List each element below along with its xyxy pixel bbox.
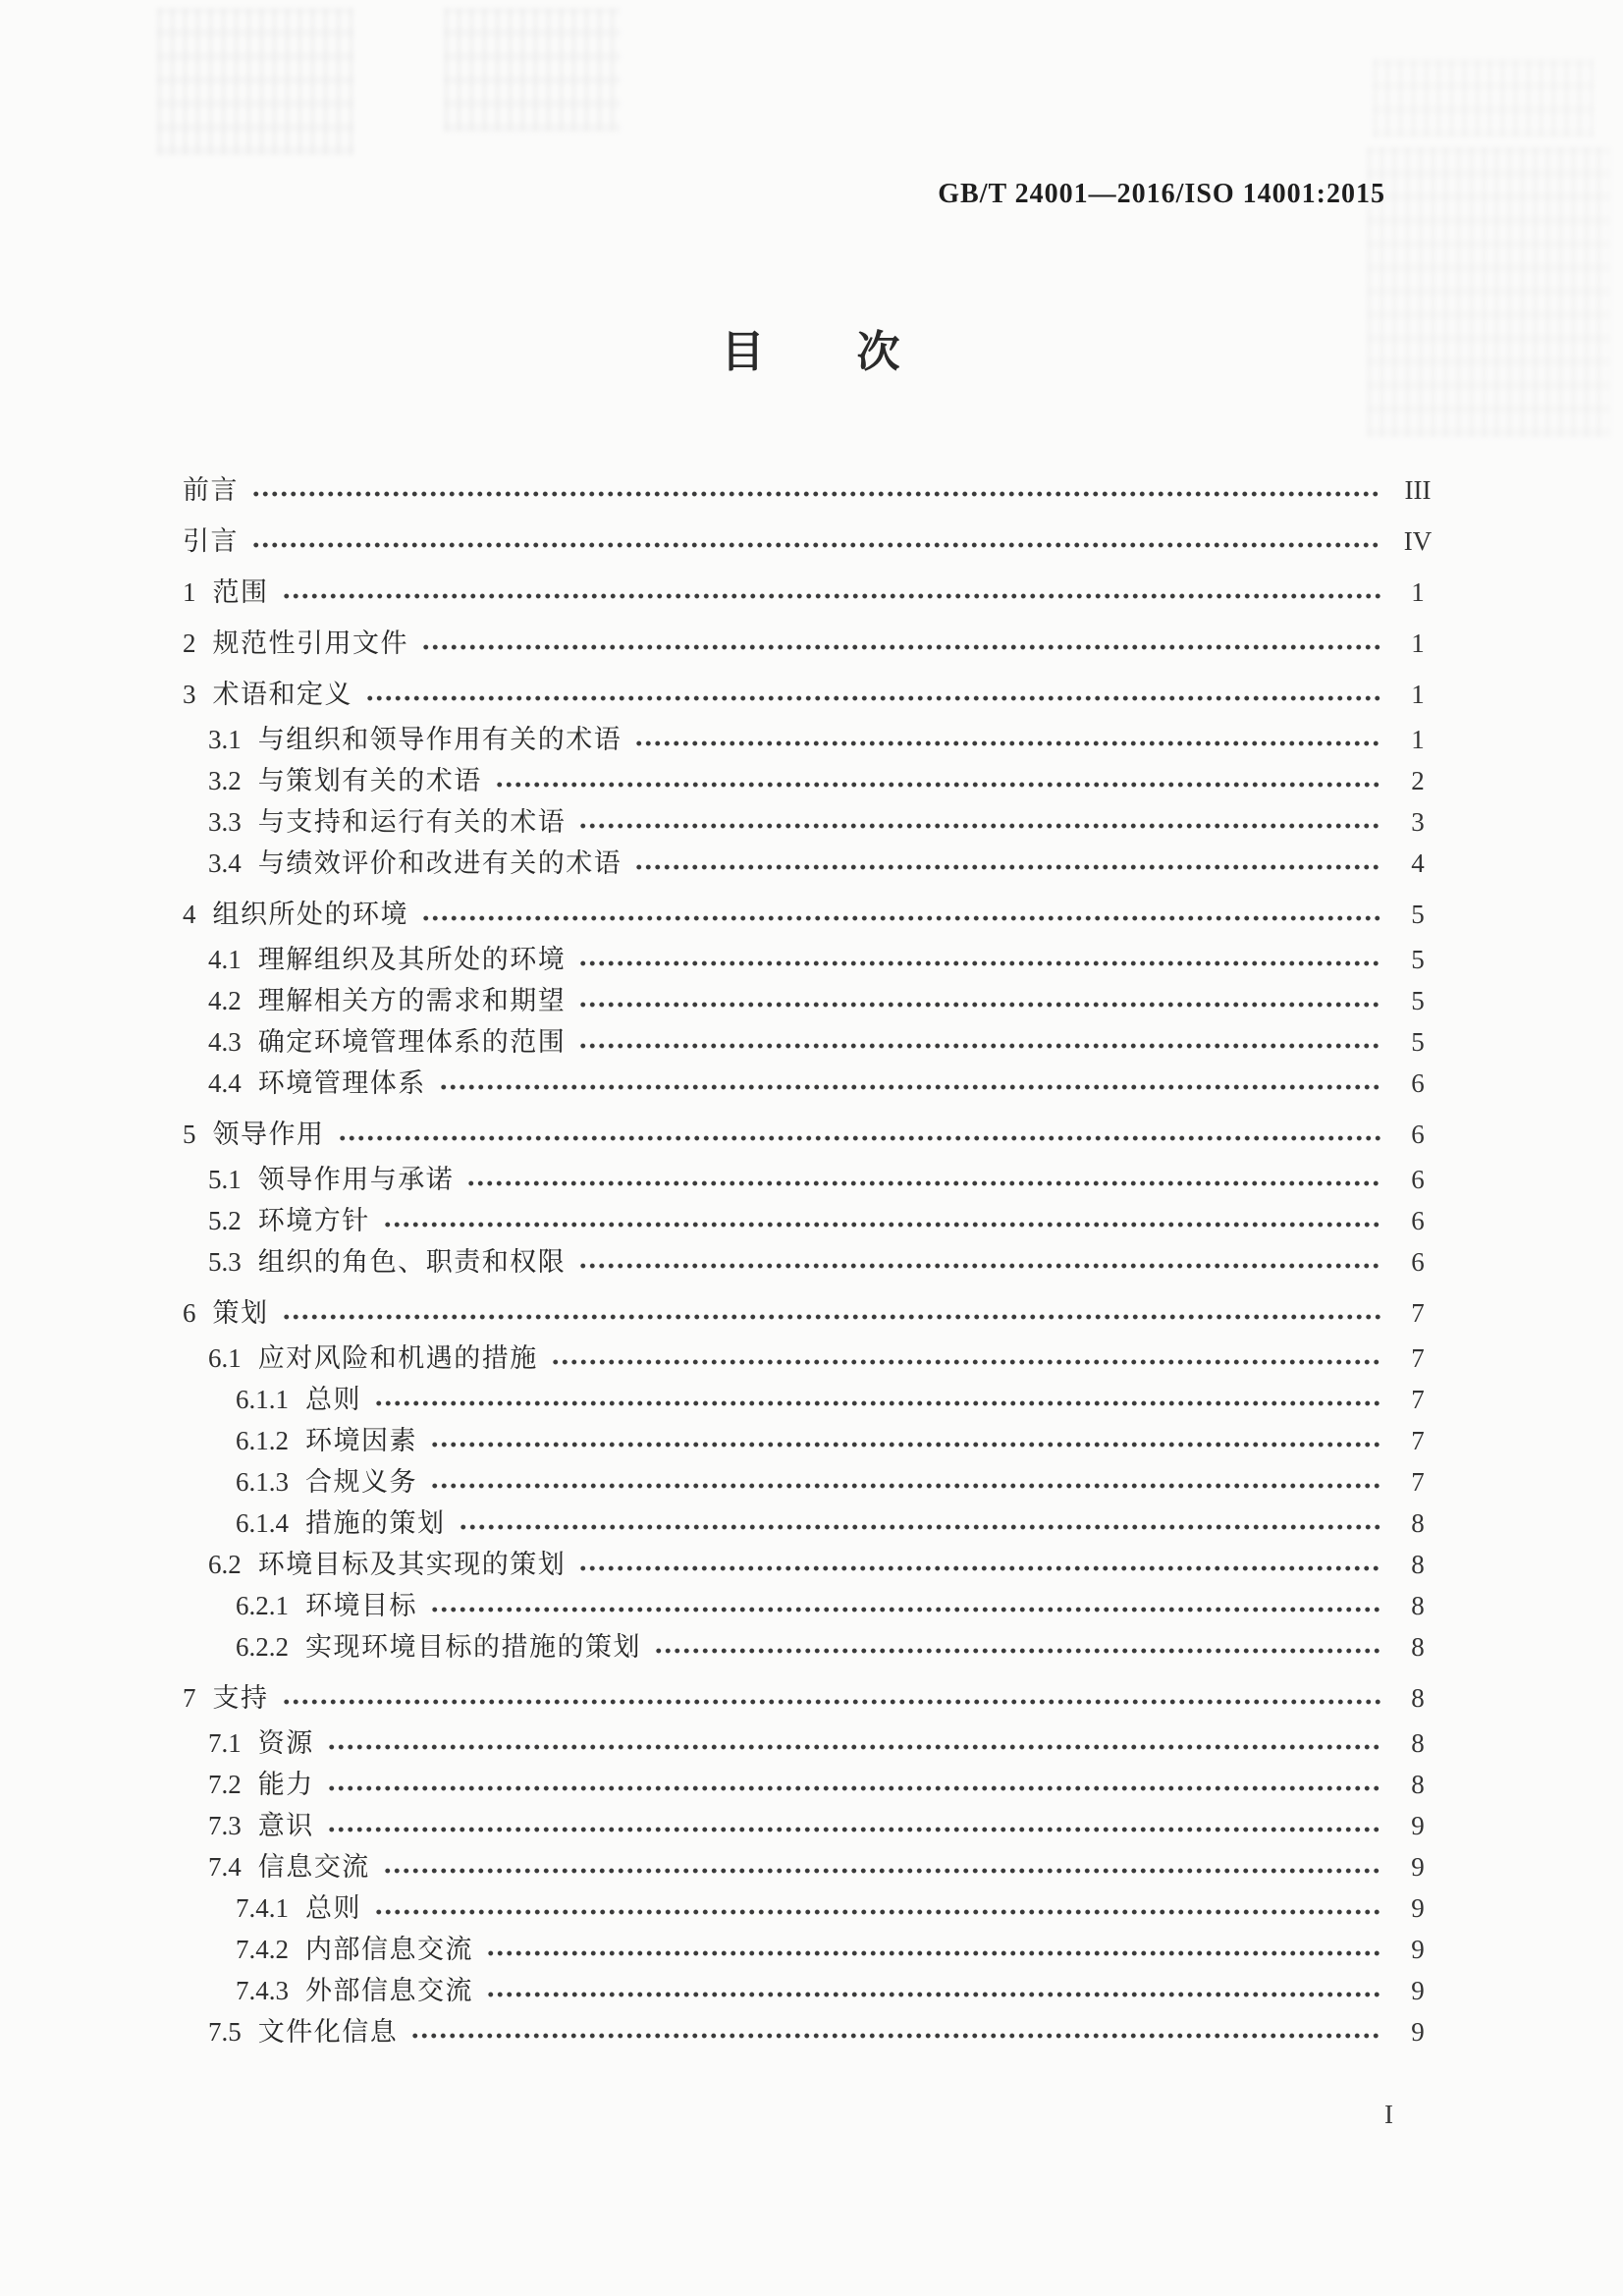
toc-entry bbox=[183, 1846, 1444, 1887]
toc-entry-page: 2 bbox=[1411, 765, 1425, 795]
leader-dots bbox=[654, 1647, 1381, 1655]
toc-entry-label: 应对风险和机遇的措施 bbox=[257, 1342, 538, 1373]
toc-entry-label: 规范性引用文件 bbox=[212, 628, 408, 658]
toc-entry-page: 7 bbox=[1411, 1425, 1425, 1455]
toc-entry-label: 与绩效评价和改进有关的术语 bbox=[257, 847, 622, 878]
toc-entry-label: 术语和定义 bbox=[212, 679, 352, 709]
leader-dots bbox=[383, 1867, 1381, 1875]
toc-entry bbox=[183, 1420, 1444, 1461]
leader-dots bbox=[430, 1482, 1381, 1490]
toc-entry bbox=[183, 1677, 1444, 1719]
toc-entry-page: 6 bbox=[1411, 1164, 1425, 1194]
toc-entry-label: 范围 bbox=[212, 576, 269, 607]
toc-entry-label: 与支持和运行有关的术语 bbox=[257, 806, 567, 837]
toc-entry-number: 6.1.3 bbox=[236, 1466, 289, 1497]
toc-entry-page: 1 bbox=[1411, 628, 1425, 658]
toc-entry-label: 领导作用 bbox=[212, 1119, 325, 1149]
table-of-contents bbox=[183, 460, 1444, 2052]
toc-entry-label: 引言 bbox=[183, 525, 239, 556]
toc-entry-number: 7.2 bbox=[208, 1769, 242, 1799]
leader-dots bbox=[578, 1001, 1381, 1009]
toc-entry-page: 9 bbox=[1411, 1975, 1425, 2005]
toc-entry-label: 理解相关方的需求和期望 bbox=[257, 985, 567, 1015]
toc-entry-page: 7 bbox=[1411, 1466, 1425, 1497]
leader-dots bbox=[634, 863, 1381, 871]
leader-dots bbox=[578, 1042, 1381, 1050]
toc-entry-label: 环境因素 bbox=[305, 1425, 417, 1455]
toc-entry-page: 4 bbox=[1411, 847, 1425, 878]
toc-entry-page: 8 bbox=[1411, 1549, 1425, 1579]
toc-entry bbox=[183, 1021, 1444, 1063]
leader-dots bbox=[495, 781, 1381, 789]
toc-entry-number: 3.3 bbox=[208, 806, 242, 837]
toc-entry bbox=[183, 1544, 1444, 1585]
toc-entry-page: 8 bbox=[1411, 1682, 1425, 1713]
toc-entry-page: 5 bbox=[1411, 899, 1425, 929]
leader-dots bbox=[486, 1991, 1381, 1998]
leader-dots bbox=[459, 1523, 1382, 1531]
toc-entry bbox=[183, 719, 1444, 760]
leader-dots bbox=[486, 1949, 1381, 1957]
toc-entry-number: 7.4 bbox=[208, 1851, 242, 1882]
toc-entry-number: 3.1 bbox=[208, 724, 242, 754]
toc-entry-number: 7 bbox=[183, 1682, 196, 1713]
toc-entry bbox=[183, 674, 1444, 715]
toc-entry-label: 前言 bbox=[183, 474, 239, 505]
toc-entry-page: 8 bbox=[1411, 1631, 1425, 1662]
toc-entry-page: 7 bbox=[1411, 1297, 1425, 1328]
toc-entry-page: 9 bbox=[1411, 1934, 1425, 1964]
toc-entry-page: 8 bbox=[1411, 1769, 1425, 1799]
toc-entry-page: 7 bbox=[1411, 1384, 1425, 1414]
toc-entry bbox=[183, 1722, 1444, 1764]
toc-entry-number: 6.1.1 bbox=[236, 1384, 289, 1414]
leader-dots bbox=[578, 822, 1381, 830]
toc-entry-number: 7.1 bbox=[208, 1727, 242, 1758]
toc-entry bbox=[183, 1929, 1444, 1970]
leader-dots bbox=[365, 694, 1381, 702]
toc-entry-number: 5.3 bbox=[208, 1246, 242, 1277]
toc-entry-page: 9 bbox=[1411, 1851, 1425, 1882]
toc-entry-label: 实现环境目标的措施的策划 bbox=[305, 1631, 641, 1662]
toc-entry bbox=[183, 1626, 1444, 1667]
leader-dots bbox=[430, 1441, 1381, 1449]
leader-dots bbox=[282, 592, 1382, 600]
bleed-through-artifact bbox=[157, 8, 353, 155]
toc-entry-label: 与组织和领导作用有关的术语 bbox=[257, 724, 622, 754]
toc-entry-number: 7.3 bbox=[208, 1810, 242, 1840]
toc-entry bbox=[183, 1114, 1444, 1155]
toc-entry-label: 组织的角色、职责和权限 bbox=[257, 1246, 567, 1277]
toc-entry-number: 1 bbox=[183, 576, 196, 607]
toc-entry-page: 1 bbox=[1411, 724, 1425, 754]
leader-dots bbox=[421, 643, 1381, 651]
toc-entry-page: 9 bbox=[1411, 1892, 1425, 1923]
leader-dots bbox=[327, 1743, 1381, 1751]
toc-entry-label: 领导作用与承诺 bbox=[257, 1164, 455, 1194]
leader-dots bbox=[466, 1179, 1381, 1187]
bleed-through-artifact bbox=[1367, 147, 1610, 437]
toc-entry-page: 5 bbox=[1411, 944, 1425, 974]
toc-entry-number: 4.1 bbox=[208, 944, 242, 974]
toc-entry-page: 6 bbox=[1411, 1246, 1425, 1277]
toc-entry-number: 5.1 bbox=[208, 1164, 242, 1194]
toc-entry-number: 6.2 bbox=[208, 1549, 242, 1579]
toc-entry-page: 3 bbox=[1411, 806, 1425, 837]
toc-entry-label: 合规义务 bbox=[305, 1466, 417, 1497]
toc-entry-number: 5.2 bbox=[208, 1205, 242, 1235]
toc-entry-label: 环境目标及其实现的策划 bbox=[257, 1549, 567, 1579]
toc-entry-page: III bbox=[1404, 474, 1432, 505]
leader-dots bbox=[578, 959, 1381, 967]
toc-entry bbox=[183, 760, 1444, 801]
toc-entry bbox=[183, 1887, 1444, 1929]
toc-entry-page: 6 bbox=[1411, 1205, 1425, 1235]
leader-dots bbox=[327, 1784, 1381, 1792]
leader-dots bbox=[430, 1606, 1381, 1613]
toc-entry bbox=[183, 939, 1444, 980]
toc-entry-label: 文件化信息 bbox=[257, 2016, 399, 2047]
toc-entry bbox=[183, 1338, 1444, 1379]
toc-entry bbox=[183, 980, 1444, 1021]
leader-dots bbox=[327, 1826, 1381, 1833]
page-title: 目 次 bbox=[721, 328, 902, 376]
toc-entry-label: 环境方针 bbox=[257, 1205, 370, 1235]
leader-dots bbox=[338, 1134, 1382, 1142]
toc-entry bbox=[183, 843, 1444, 884]
toc-entry-label: 意识 bbox=[257, 1810, 314, 1840]
toc-entry bbox=[183, 1764, 1444, 1805]
toc-entry-page: 1 bbox=[1411, 679, 1425, 709]
toc-entry-label: 与策划有关的术语 bbox=[257, 765, 482, 795]
toc-entry-label: 策划 bbox=[212, 1297, 269, 1328]
leader-dots bbox=[282, 1698, 1382, 1706]
toc-entry-label: 总则 bbox=[305, 1892, 361, 1923]
standard-number-header: GB/T 24001—2016/ISO 14001:2015 bbox=[938, 179, 1385, 209]
toc-entry-number: 2 bbox=[183, 628, 196, 658]
toc-entry-label: 理解组织及其所处的环境 bbox=[257, 944, 567, 974]
toc-entry bbox=[183, 623, 1444, 664]
toc-entry-number: 6 bbox=[183, 1297, 196, 1328]
leader-dots bbox=[410, 2032, 1381, 2040]
toc-entry bbox=[183, 1379, 1444, 1420]
toc-entry bbox=[183, 894, 1444, 935]
toc-entry-number: 6.1 bbox=[208, 1342, 242, 1373]
toc-entry-label: 能力 bbox=[257, 1769, 314, 1799]
leader-dots bbox=[551, 1358, 1381, 1366]
leader-dots bbox=[282, 1313, 1382, 1321]
leader-dots bbox=[439, 1083, 1381, 1091]
toc-entry-page: 9 bbox=[1411, 1810, 1425, 1840]
leader-dots bbox=[251, 541, 1381, 549]
toc-entry-label: 环境管理体系 bbox=[257, 1067, 426, 1098]
toc-entry-label: 信息交流 bbox=[257, 1851, 370, 1882]
toc-entry-page: 5 bbox=[1411, 985, 1425, 1015]
toc-entry-page: 7 bbox=[1411, 1342, 1425, 1373]
toc-entry-page: IV bbox=[1403, 525, 1433, 556]
toc-entry-number: 7.4.2 bbox=[236, 1934, 289, 1964]
toc-entry-number: 4 bbox=[183, 899, 196, 929]
toc-entry-number: 7.5 bbox=[208, 2016, 242, 2047]
toc-entry-number: 4.2 bbox=[208, 985, 242, 1015]
leader-dots bbox=[251, 490, 1381, 498]
toc-entry-page: 9 bbox=[1411, 2016, 1425, 2047]
toc-entry-page: 8 bbox=[1411, 1727, 1425, 1758]
leader-dots bbox=[374, 1399, 1381, 1407]
toc-entry-number: 4.4 bbox=[208, 1067, 242, 1098]
toc-entry bbox=[183, 1970, 1444, 2011]
toc-entry bbox=[183, 1063, 1444, 1104]
toc-entry-page: 5 bbox=[1411, 1026, 1425, 1057]
bleed-through-artifact bbox=[1373, 59, 1594, 137]
toc-entry-label: 总则 bbox=[305, 1384, 361, 1414]
toc-entry bbox=[183, 1503, 1444, 1544]
toc-entry-label: 组织所处的环境 bbox=[212, 899, 408, 929]
toc-entry bbox=[183, 1292, 1444, 1334]
toc-entry bbox=[183, 572, 1444, 613]
toc-entry bbox=[183, 2011, 1444, 2052]
toc-entry-number: 3 bbox=[183, 679, 196, 709]
toc-entry-number: 5 bbox=[183, 1119, 196, 1149]
leader-dots bbox=[634, 739, 1381, 747]
toc-entry-page: 8 bbox=[1411, 1590, 1425, 1620]
footer-page-number: I bbox=[1384, 2100, 1394, 2129]
toc-entry-number: 7.4.1 bbox=[236, 1892, 289, 1923]
toc-entry-page: 1 bbox=[1411, 576, 1425, 607]
toc-entry-number: 6.1.4 bbox=[236, 1507, 289, 1538]
toc-entry-page: 6 bbox=[1411, 1067, 1425, 1098]
toc-entry-page: 6 bbox=[1411, 1119, 1425, 1149]
leader-dots bbox=[374, 1908, 1381, 1916]
leader-dots bbox=[578, 1262, 1381, 1270]
toc-entry-number: 7.4.3 bbox=[236, 1975, 289, 2005]
toc-entry-number: 6.1.2 bbox=[236, 1425, 289, 1455]
toc-entry-label: 确定环境管理体系的范围 bbox=[257, 1026, 567, 1057]
toc-entry bbox=[183, 520, 1444, 562]
toc-entry-label: 内部信息交流 bbox=[305, 1934, 473, 1964]
leader-dots bbox=[421, 914, 1381, 922]
toc-entry-label: 支持 bbox=[212, 1682, 269, 1713]
toc-entry-label: 资源 bbox=[257, 1727, 314, 1758]
toc-entry-label: 环境目标 bbox=[305, 1590, 417, 1620]
toc-entry bbox=[183, 1585, 1444, 1626]
toc-entry bbox=[183, 1159, 1444, 1200]
toc-entry-number: 6.2.1 bbox=[236, 1590, 289, 1620]
toc-entry bbox=[183, 1805, 1444, 1846]
toc-entry-number: 3.2 bbox=[208, 765, 242, 795]
toc-entry-label: 外部信息交流 bbox=[305, 1975, 473, 2005]
toc-entry-number: 6.2.2 bbox=[236, 1631, 289, 1662]
toc-entry bbox=[183, 469, 1444, 511]
toc-entry-page: 8 bbox=[1411, 1507, 1425, 1538]
bleed-through-artifact bbox=[444, 8, 621, 132]
toc-entry-label: 措施的策划 bbox=[305, 1507, 446, 1538]
toc-entry bbox=[183, 1200, 1444, 1241]
toc-entry-number: 4.3 bbox=[208, 1026, 242, 1057]
leader-dots bbox=[383, 1221, 1381, 1229]
toc-entry bbox=[183, 1461, 1444, 1503]
toc-entry-number: 3.4 bbox=[208, 847, 242, 878]
leader-dots bbox=[578, 1564, 1381, 1572]
toc-entry bbox=[183, 801, 1444, 843]
toc-entry bbox=[183, 1241, 1444, 1283]
